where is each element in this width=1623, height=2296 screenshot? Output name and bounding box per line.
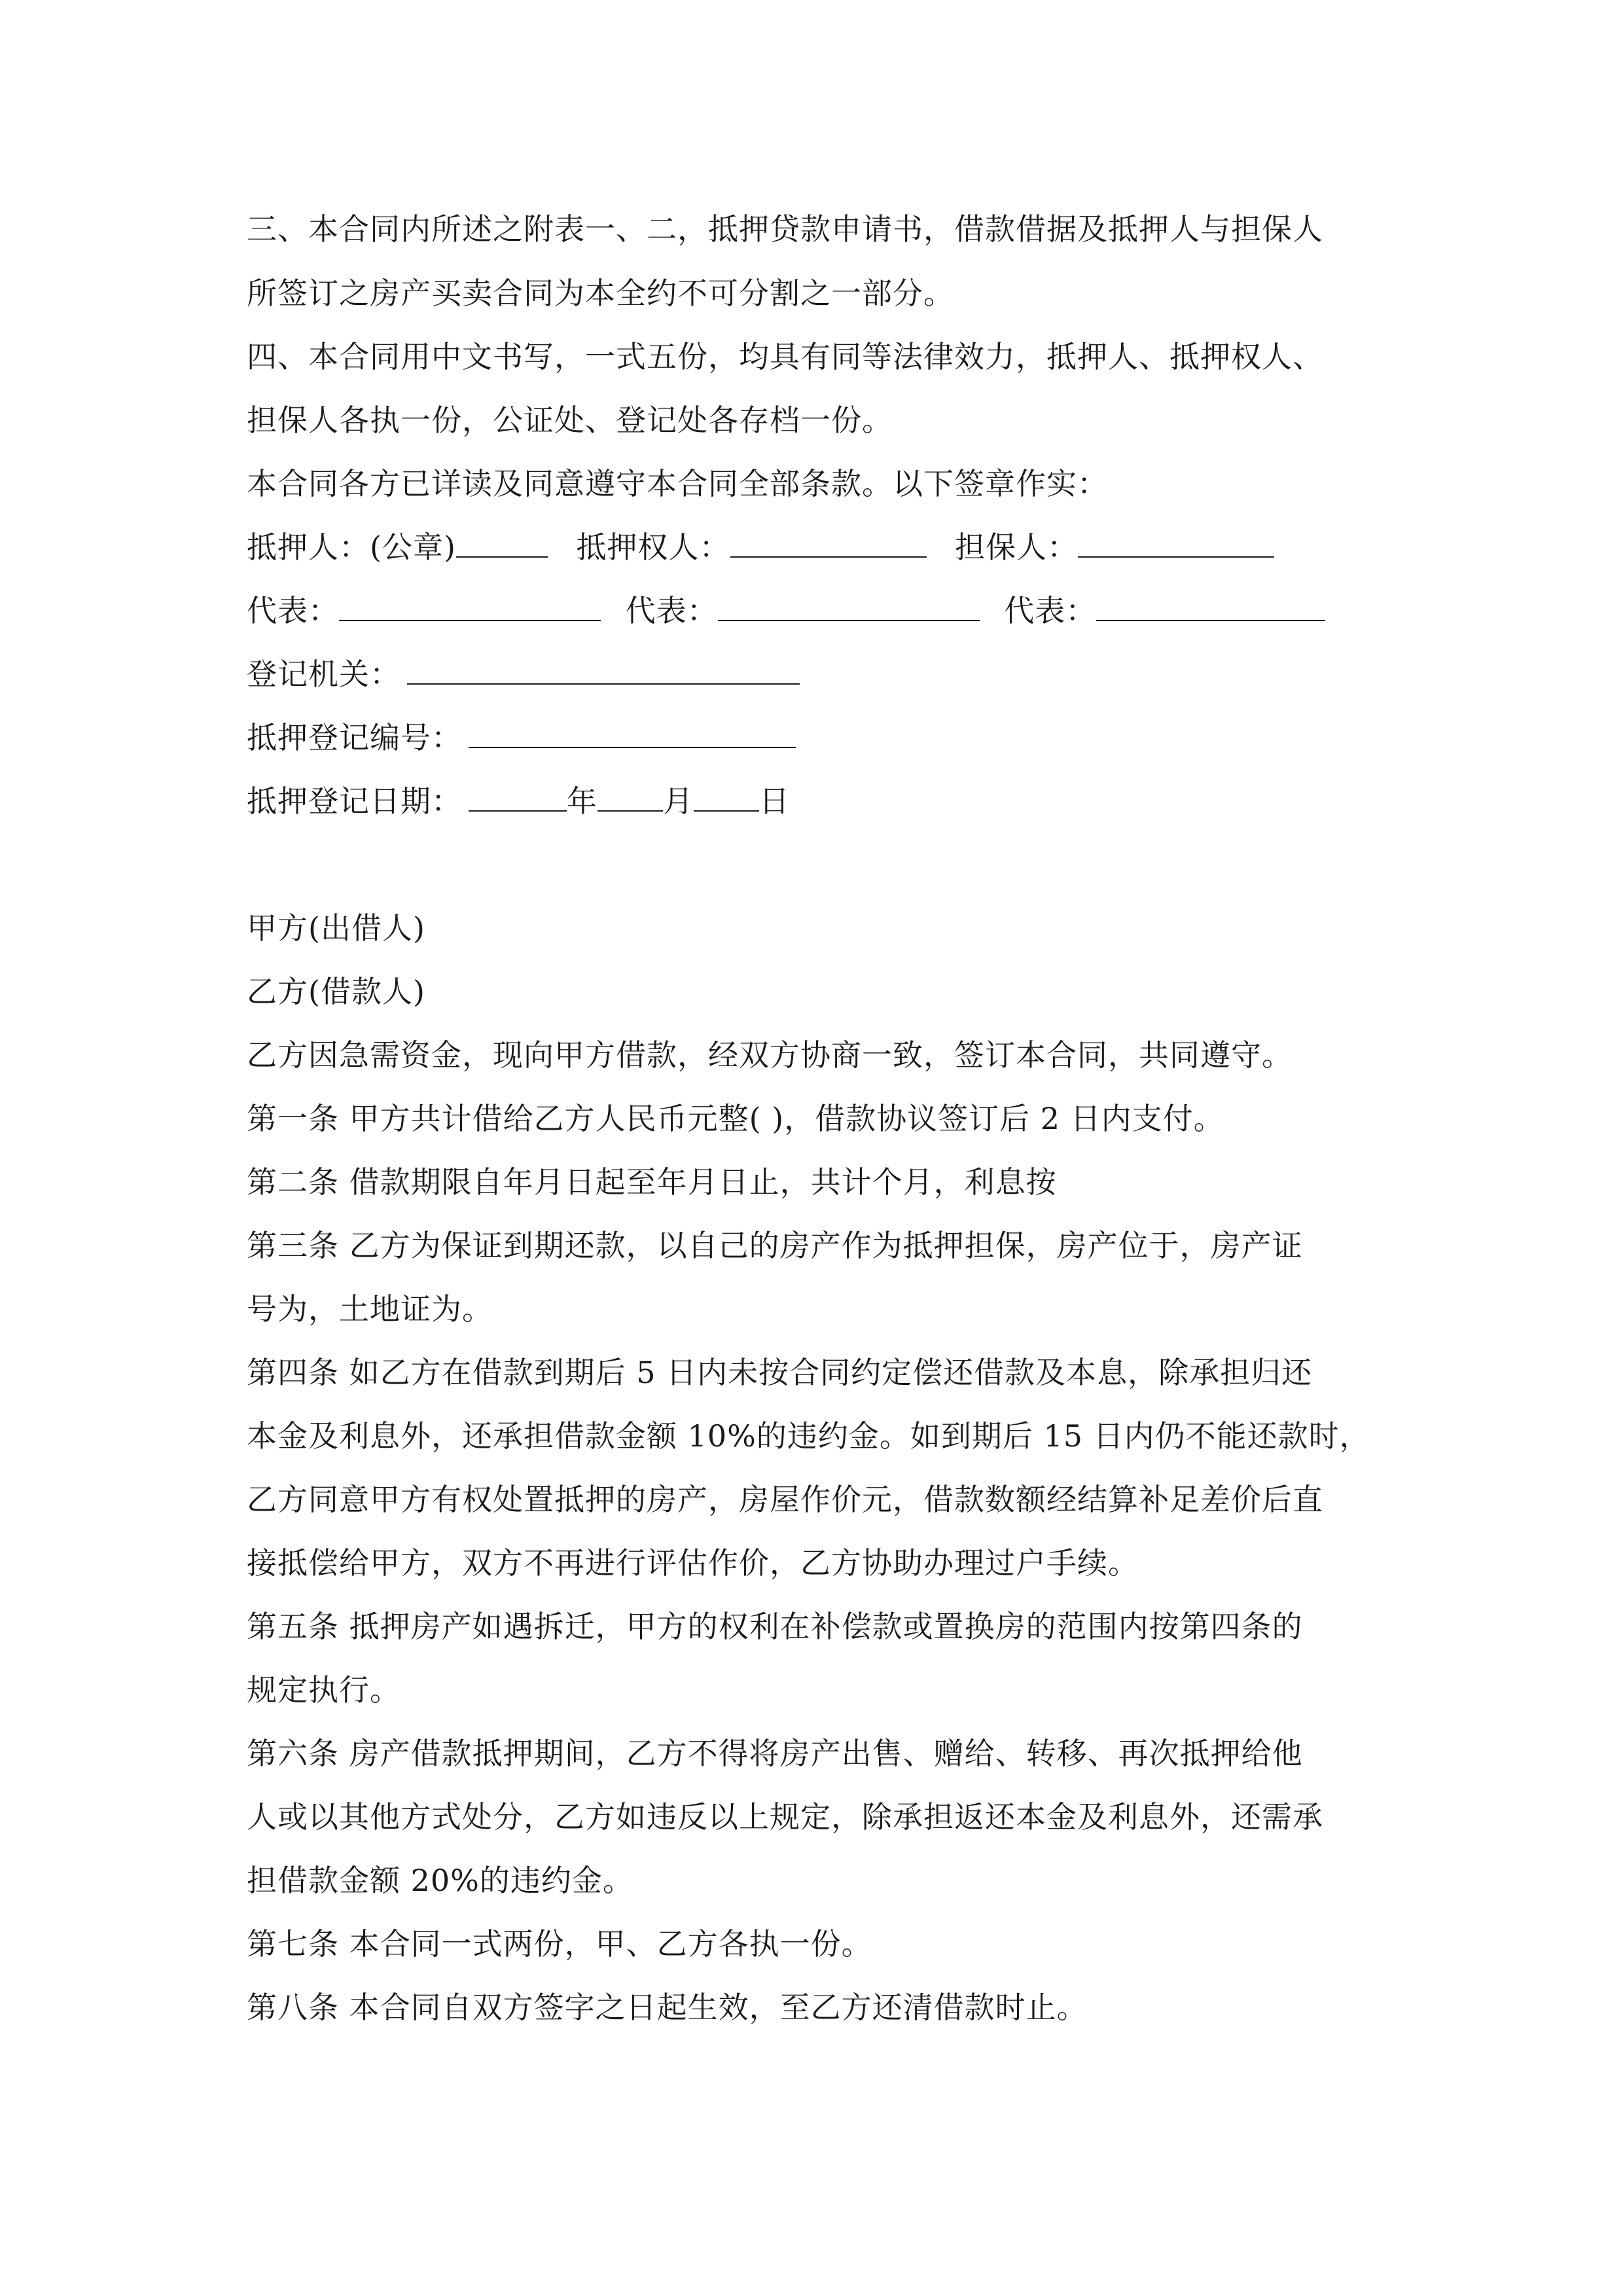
article-3-line-1: 第三条 乙方为保证到期还款，以自己的房产作为抵押担保，房产位于，房产证 <box>247 1228 1303 1263</box>
year-label: 年 <box>567 783 597 819</box>
mortgagor-signature-blank[interactable] <box>456 528 548 558</box>
mortgagee-label: 抵押权人： <box>576 529 730 565</box>
article-4-line-2: 本金及利息外，还承担借款金额 10%的违约金。如到期后 15 日内仍不能还款时， <box>247 1418 1370 1454</box>
guarantor-signature-blank[interactable] <box>1078 528 1274 558</box>
signature-row-representatives <box>247 591 1325 630</box>
representative-blank-3[interactable] <box>1096 591 1325 621</box>
article-6-line-1: 第六条 房产借款抵押期间，乙方不得将房产出售、赠给、转移、再次抵押给他 <box>247 1736 1303 1771</box>
day-label: 日 <box>759 783 790 819</box>
registry-blank[interactable] <box>407 655 800 685</box>
clause-3-line-2: 所签订之房产买卖合同为本全约不可分割之一部分。 <box>247 276 954 311</box>
article-4-line-1: 第四条 如乙方在借款到期后 5 日内未按合同约定偿还借款及本息，除承担归还 <box>247 1355 1313 1390</box>
representative-blank-1[interactable] <box>339 591 601 621</box>
clause-3-line-1: 三、本合同内所述之附表一、二，抵押贷款申请书，借款借据及抵押人与担保人 <box>247 211 1323 247</box>
registry-row <box>247 655 800 694</box>
loan-intro: 乙方因急需资金，现向甲方借款，经双方协商一致，签订本合同，共同遵守。 <box>247 1037 1293 1073</box>
clause-4-line-2: 担保人各执一份，公证处、登记处各存档一份。 <box>247 403 893 438</box>
article-1: 第一条 甲方共计借给乙方人民币元整( )，借款协议签订后 2 日内支付。 <box>247 1101 1224 1136</box>
registration-date-row <box>247 781 790 821</box>
signature-row-parties <box>247 528 1274 567</box>
article-6-line-3: 担借款金额 20%的违约金。 <box>247 1863 633 1898</box>
registration-year-blank[interactable] <box>469 781 567 812</box>
article-8: 第八条 本合同自双方签字之日起生效，至乙方还清借款时止。 <box>247 1990 1088 2025</box>
party-b-heading: 乙方(借款人) <box>247 974 425 1009</box>
registry-label: 登记机关： <box>247 656 401 692</box>
registration-number-label: 抵押登记编号： <box>247 720 462 755</box>
party-a-heading: 甲方(出借人) <box>247 910 425 946</box>
article-5-line-2: 规定执行。 <box>247 1672 401 1708</box>
article-7: 第七条 本合同一式两份，甲、乙方各执一份。 <box>247 1926 872 1962</box>
agreement-statement: 本合同各方已详读及同意遵守本合同全部条款。以下签章作实： <box>247 466 1108 501</box>
guarantor-label: 担保人： <box>955 529 1079 565</box>
mortgagee-signature-blank[interactable] <box>730 528 927 558</box>
article-6-line-2: 人或以其他方式处分，乙方如违反以上规定，除承担返还本金及利息外，还需承 <box>247 1799 1323 1835</box>
article-4-line-3: 乙方同意甲方有权处置抵押的房产，房屋作价元，借款数额经结算补足差价后直 <box>247 1482 1323 1517</box>
article-3-line-2: 号为，土地证为。 <box>247 1291 493 1327</box>
registration-date-label: 抵押登记日期： <box>247 783 462 819</box>
mortgagor-label: 抵押人：(公章) <box>247 529 456 565</box>
representative-blank-2[interactable] <box>718 591 980 621</box>
representative-label-1: 代表： <box>247 593 339 628</box>
registration-number-row <box>247 718 796 757</box>
registration-month-blank[interactable] <box>597 781 663 812</box>
clause-4-line-1: 四、本合同用中文书写，一式五份，均具有同等法律效力，抵押人、抵押权人、 <box>247 339 1323 374</box>
month-label: 月 <box>663 783 694 819</box>
article-5-line-1: 第五条 抵押房产如遇拆迁，甲方的权利在补偿款或置换房的范围内按第四条的 <box>247 1609 1303 1644</box>
registration-day-blank[interactable] <box>694 781 759 812</box>
article-2: 第二条 借款期限自年月日起至年月日止，共计个月，利息按 <box>247 1164 1057 1200</box>
article-4-line-4: 接抵偿给甲方，双方不再进行评估作价，乙方协助办理过户手续。 <box>247 1545 1139 1581</box>
representative-label-2: 代表： <box>625 593 718 628</box>
representative-label-3: 代表： <box>1004 593 1097 628</box>
registration-number-blank[interactable] <box>469 718 796 748</box>
